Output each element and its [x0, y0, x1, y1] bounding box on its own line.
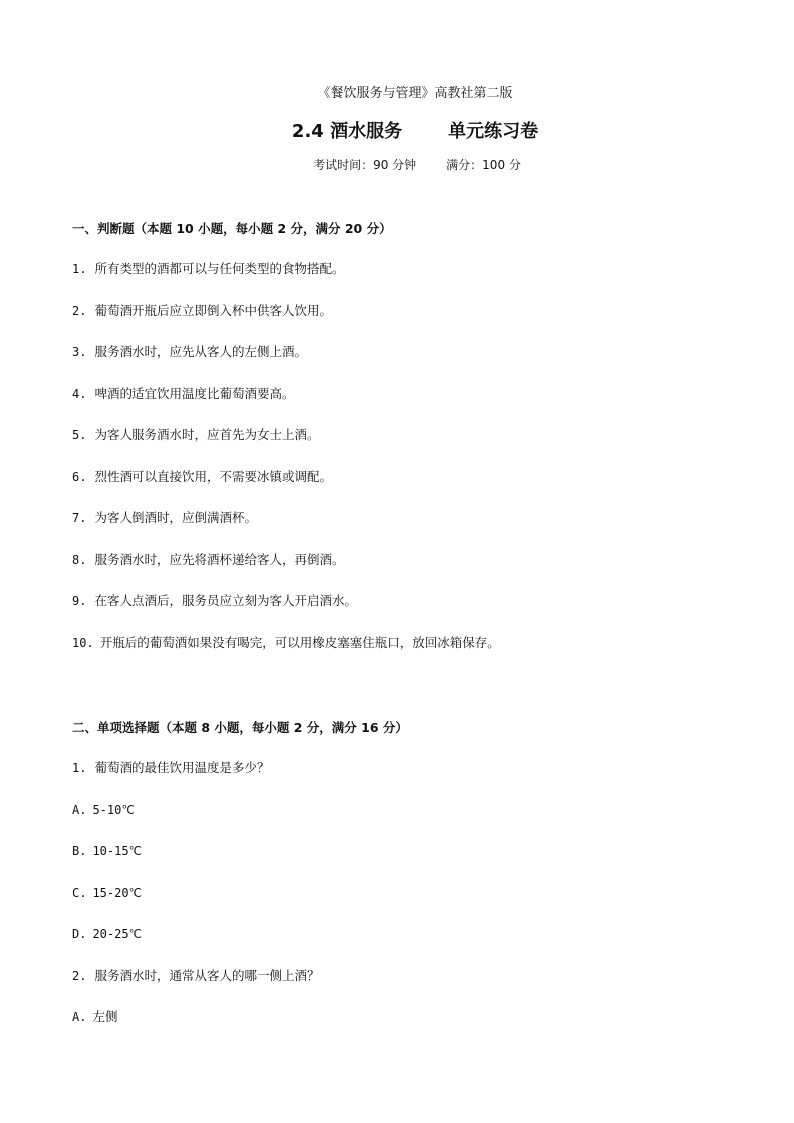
question-item: 4. 啤酒的适宜饮用温度比葡萄酒要高。 — [72, 385, 295, 401]
page-title — [0, 117, 794, 143]
question-item: 7. 为客人倒酒时，应倒满酒杯。 — [72, 510, 257, 525]
single-choice-question-list — [72, 758, 319, 1049]
question-item: 1. 葡萄酒的最佳饮用温度是多少？ — [72, 760, 270, 775]
section-title-true-false: 一、判断题（本题 10 小题，每小题 2 分，满分 20 分） — [72, 221, 392, 236]
exam-time: 考试时间：90 分钟 — [313, 158, 417, 172]
question-item: 3. 服务酒水时，应先从客人的左侧上酒。 — [72, 344, 307, 359]
answer-option: D. 20-25℃ — [72, 927, 143, 941]
section-title-single-choice: 二、单项选择题（本题 8 小题，每小题 2 分，满分 16 分） — [72, 720, 408, 735]
exam-meta — [0, 156, 794, 173]
answer-option: C. 15-20℃ — [72, 885, 143, 900]
textbook-source: 《餐饮服务与管理》高教社第二版 — [317, 86, 513, 101]
question-item: 8. 服务酒水时，应先将酒杯递给客人，再倒酒。 — [72, 551, 345, 567]
full-score: 满分：100 分 — [446, 158, 521, 172]
answer-option: A. 5-10℃ — [72, 802, 135, 817]
title-paper-type: 单元练习卷 — [448, 121, 539, 142]
question-item: 2. 葡萄酒开瓶后应立即倒入杯中供客人饮用。 — [72, 302, 332, 318]
question-item: 10. 开瓶后的葡萄酒如果没有喝完，可以用橡皮塞塞住瓶口，放回冰箱保存。 — [72, 634, 500, 650]
question-item: 5. 为客人服务酒水时，应首先为女士上酒。 — [72, 427, 320, 442]
question-item: 1. 所有类型的酒都可以与任何类型的食物搭配。 — [72, 261, 345, 276]
question-item: 2. 服务酒水时，通常从客人的哪一侧上酒？ — [72, 967, 320, 983]
answer-option: A. 左侧 — [72, 1009, 118, 1024]
question-item: 9. 在客人点酒后，服务员应立刻为客人开启酒水。 — [72, 593, 357, 608]
answer-option: B. 10-15℃ — [72, 844, 143, 858]
true-false-question-list — [72, 259, 500, 674]
title-unit: 2.4 酒水服务 — [291, 121, 403, 142]
question-item: 6. 烈性酒可以直接饮用，不需要冰镇或调配。 — [72, 468, 332, 484]
